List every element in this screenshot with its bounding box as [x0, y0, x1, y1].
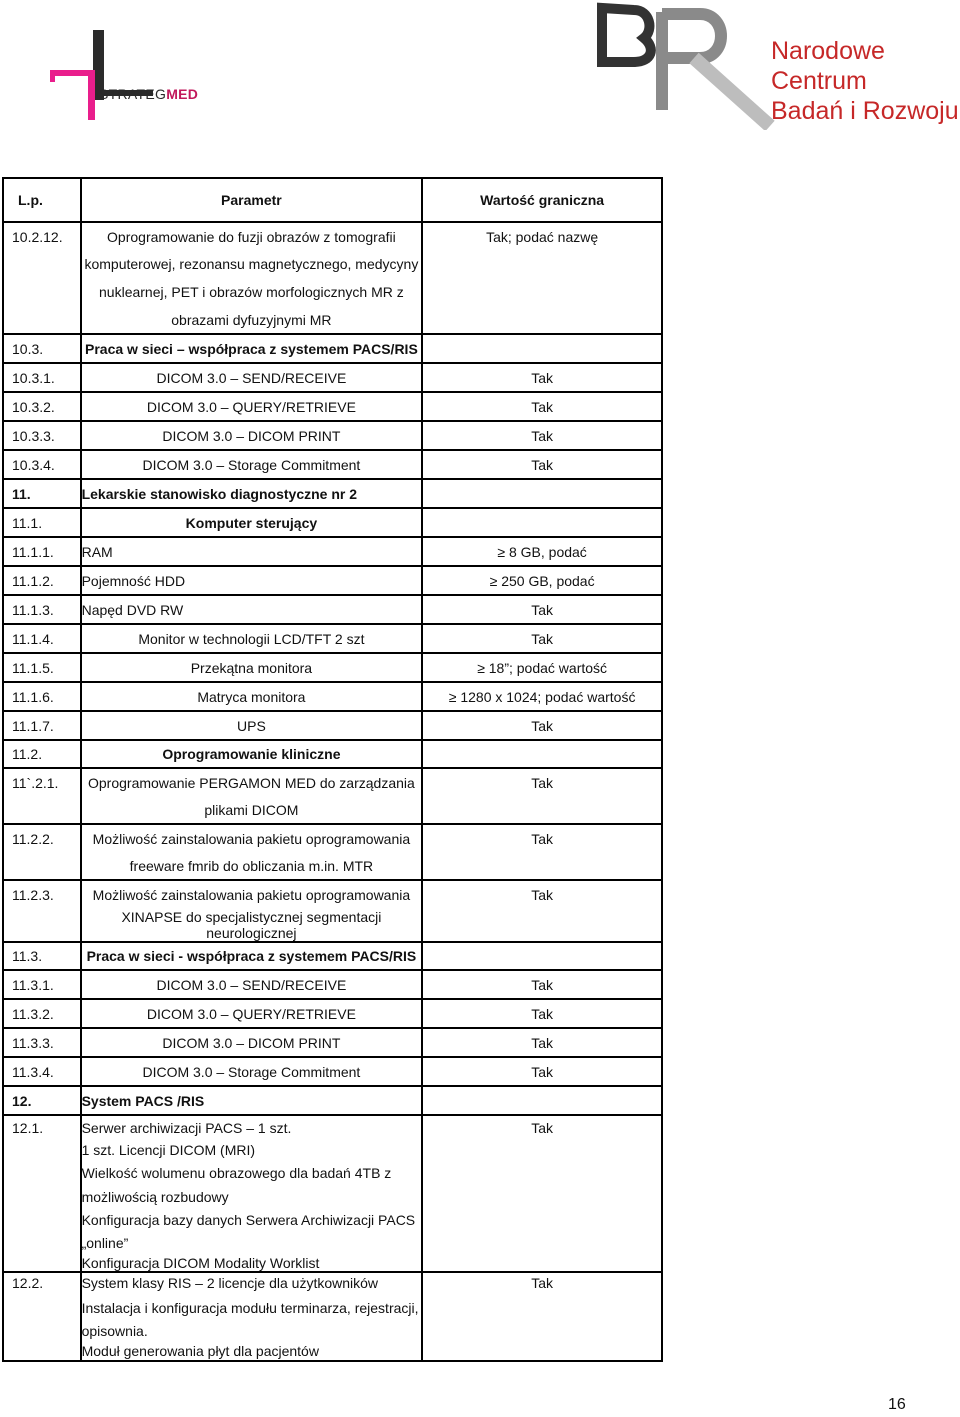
table-row — [3, 1231, 662, 1254]
cell-parametr: UPS — [81, 711, 423, 740]
table-row — [3, 768, 662, 797]
cell-wartosc — [422, 1161, 662, 1185]
cell-parametr: DICOM 3.0 – Storage Commitment — [81, 1057, 423, 1086]
cell-parametr: freeware fmrib do obliczania m.in. MTR — [81, 853, 423, 880]
cell-wartosc: Tak — [422, 595, 662, 624]
cell-parametr: Oprogramowanie PERGAMON MED do zarządzania — [81, 768, 423, 797]
cell-lp — [3, 250, 81, 278]
br-logo — [590, 0, 780, 130]
table-row — [3, 970, 662, 999]
cell-wartosc — [422, 1296, 662, 1319]
table-row — [3, 595, 662, 624]
parameters-table — [2, 177, 663, 1362]
table-row — [3, 334, 662, 363]
ncbr-logo-text: Narodowe Centrum Badań i Rozwoju — [771, 37, 959, 125]
cell-parametr: DICOM 3.0 – DICOM PRINT — [81, 421, 423, 450]
cell-wartosc: Tak — [422, 450, 662, 479]
cell-lp — [3, 1319, 81, 1342]
cell-lp: 11.3.4. — [3, 1057, 81, 1086]
cell-parametr: DICOM 3.0 – SEND/RECEIVE — [81, 970, 423, 999]
cell-wartosc: Tak — [422, 1057, 662, 1086]
cell-wartosc: ≥ 18”; podać wartość — [422, 653, 662, 682]
table-row — [3, 1185, 662, 1208]
table-row — [3, 278, 662, 306]
table-row — [3, 1342, 662, 1361]
cell-lp: 10.2.12. — [12, 228, 63, 245]
cell-wartosc: Tak — [531, 1275, 554, 1291]
cell-wartosc — [422, 1254, 662, 1272]
cell-lp: 12.2. — [12, 1275, 44, 1291]
cell-lp — [3, 306, 81, 334]
cell-wartosc: Tak — [422, 711, 662, 740]
table-row — [3, 740, 662, 768]
cell-lp: 11.1.4. — [3, 624, 81, 653]
cell-parametr: Konfiguracja DICOM Modality Worklist — [81, 1254, 423, 1272]
cell-lp: 11.3. — [3, 942, 81, 970]
cell-lp — [3, 1231, 81, 1254]
table-row — [3, 566, 662, 595]
cell-wartosc — [422, 508, 662, 537]
cell-parametr: możliwością rozbudowy — [81, 1185, 423, 1208]
cell-wartosc: ≥ 250 GB, podać — [422, 566, 662, 595]
cell-wartosc: Tak — [422, 999, 662, 1028]
cell-wartosc — [422, 306, 662, 334]
cell-wartosc — [422, 942, 662, 970]
cell-lp — [3, 853, 81, 880]
cell-parametr: komputerowej, rezonansu magnetycznego, medycyny — [81, 250, 423, 278]
cell-lp: 10.3.3. — [3, 421, 81, 450]
table-row — [3, 1057, 662, 1086]
cell-parametr: Instalacja i konfiguracja modułu terminarza, rejestracji, — [81, 1296, 423, 1319]
table-row — [3, 1115, 662, 1138]
table-row — [3, 999, 662, 1028]
cell-parametr: Matryca monitora — [81, 682, 423, 711]
cell-wartosc — [422, 1208, 662, 1231]
header-lp: L.p. — [3, 178, 81, 222]
table-row — [3, 250, 662, 278]
table-row — [3, 1272, 662, 1296]
cell-wartosc — [422, 334, 662, 363]
cell-wartosc: ≥ 8 GB, podać — [422, 537, 662, 566]
cell-parametr: Wielkość wolumenu obrazowego dla badań 4TB z — [81, 1161, 423, 1185]
header-parametr: Parametr — [81, 178, 423, 222]
cell-parametr: Komputer sterujący — [81, 508, 423, 537]
table-row — [3, 824, 662, 853]
cell-lp — [3, 909, 81, 942]
cell-lp: 11.1.5. — [3, 653, 81, 682]
cell-lp — [3, 797, 81, 824]
cell-lp — [3, 1138, 81, 1161]
cell-lp: 10.3. — [3, 334, 81, 363]
cell-parametr: RAM — [81, 537, 423, 566]
table-row — [3, 942, 662, 970]
table-row — [3, 537, 662, 566]
cell-lp: 11.1.6. — [3, 682, 81, 711]
cell-wartosc: Tak — [422, 392, 662, 421]
cell-lp: 12.1. — [12, 1120, 44, 1136]
cell-wartosc — [422, 1342, 662, 1361]
cell-parametr: Oprogramowanie kliniczne — [81, 740, 423, 768]
cell-parametr: DICOM 3.0 – SEND/RECEIVE — [81, 363, 423, 392]
cell-parametr: XINAPSE do specjalistycznej segmentacji neurologicznej — [81, 909, 423, 942]
table-row — [3, 624, 662, 653]
cell-wartosc — [422, 1231, 662, 1254]
cell-lp — [3, 278, 81, 306]
cell-parametr: Konfiguracja bazy danych Serwera Archiwizacji PACS — [81, 1208, 423, 1231]
cell-wartosc: Tak — [422, 363, 662, 392]
table-row — [3, 853, 662, 880]
cell-wartosc: Tak — [422, 970, 662, 999]
cell-parametr: DICOM 3.0 – Storage Commitment — [81, 450, 423, 479]
table-row — [3, 682, 662, 711]
cell-lp: 11.2.2. — [12, 831, 54, 847]
cell-lp: 10.3.4. — [3, 450, 81, 479]
cell-parametr: System PACS /RIS — [81, 1086, 423, 1115]
table-row — [3, 421, 662, 450]
table-row — [3, 1161, 662, 1185]
cell-lp: 11`.2.1. — [12, 775, 59, 791]
cell-lp: 11.3.3. — [3, 1028, 81, 1057]
cell-parametr: 1 szt. Licencji DICOM (MRI) — [81, 1138, 423, 1161]
cell-parametr: Monitor w technologii LCD/TFT 2 szt — [81, 624, 423, 653]
cell-parametr: Serwer archiwizacji PACS – 1 szt. — [81, 1115, 423, 1138]
table-row — [3, 392, 662, 421]
table-row — [3, 1208, 662, 1231]
cell-lp — [3, 1254, 81, 1272]
table-row — [3, 1086, 662, 1115]
cell-wartosc — [422, 1319, 662, 1342]
cell-parametr: Pojemność HDD — [81, 566, 423, 595]
cell-lp: 11.3.2. — [3, 999, 81, 1028]
table-row — [3, 909, 662, 942]
cell-lp: 11.2. — [3, 740, 81, 768]
cell-wartosc — [422, 278, 662, 306]
cell-wartosc — [422, 740, 662, 768]
table-row — [3, 711, 662, 740]
cell-lp — [3, 1296, 81, 1319]
table-row — [3, 306, 662, 334]
cell-lp: 11.1.7. — [3, 711, 81, 740]
cell-parametr: Napęd DVD RW — [81, 595, 423, 624]
table-row — [3, 1254, 662, 1272]
table-row — [3, 479, 662, 508]
table-row — [3, 1319, 662, 1342]
cell-lp: 11.1.1. — [3, 537, 81, 566]
cell-parametr: opisownia. — [81, 1319, 423, 1342]
table-header — [3, 178, 662, 222]
cell-lp: 11.3.1. — [3, 970, 81, 999]
page-number: 16 — [888, 1396, 906, 1413]
table-row — [3, 363, 662, 392]
cell-wartosc: Tak — [422, 624, 662, 653]
cell-wartosc — [422, 1185, 662, 1208]
table-row — [3, 880, 662, 909]
cell-parametr: DICOM 3.0 – QUERY/RETRIEVE — [81, 392, 423, 421]
cell-wartosc: Tak — [531, 887, 554, 903]
strategmed-wordmark: STRATEGMED — [99, 86, 199, 102]
cell-wartosc: Tak — [422, 1028, 662, 1057]
cell-parametr: Lekarskie stanowisko diagnostyczne nr 2 — [81, 479, 423, 508]
cell-lp — [3, 1342, 81, 1361]
cell-parametr: nuklearnej, PET i obrazów morfologicznych MR z — [81, 278, 423, 306]
table-row — [3, 450, 662, 479]
cell-parametr: „online” — [81, 1231, 423, 1254]
table-row — [3, 508, 662, 537]
table-row — [3, 222, 662, 250]
cell-wartosc: Tak — [531, 1120, 554, 1136]
cell-parametr: Praca w sieci - współpraca z systemem PACS/RIS — [81, 942, 423, 970]
cell-lp: 12. — [3, 1086, 81, 1115]
cell-parametr: Możliwość zainstalowania pakietu oprogramowania — [81, 880, 423, 909]
cell-wartosc — [422, 1086, 662, 1115]
cell-lp: 10.3.1. — [3, 363, 81, 392]
table-row — [3, 1138, 662, 1161]
cell-wartosc: Tak — [531, 831, 554, 847]
cell-parametr: Przekątna monitora — [81, 653, 423, 682]
cell-wartosc — [422, 909, 662, 942]
cell-wartosc — [422, 853, 662, 880]
cell-lp: 11.1. — [3, 508, 81, 537]
strategmed-logo — [48, 26, 208, 126]
page-header — [0, 0, 960, 150]
cell-lp: 11. — [3, 479, 81, 508]
cell-parametr: Moduł generowania płyt dla pacjentów — [81, 1342, 423, 1361]
table-row — [3, 797, 662, 824]
cell-parametr: Możliwość zainstalowania pakietu oprogramowania — [81, 824, 423, 853]
cell-wartosc: ≥ 1280 x 1024; podać wartość — [422, 682, 662, 711]
cell-wartosc — [422, 250, 662, 278]
cell-lp — [3, 1161, 81, 1185]
cell-wartosc: Tak; podać nazwę — [486, 228, 599, 245]
cell-lp: 10.3.2. — [3, 392, 81, 421]
cell-lp: 11.1.2. — [3, 566, 81, 595]
header-wartosc: Wartość graniczna — [422, 178, 662, 222]
cell-lp: 11.2.3. — [12, 887, 54, 903]
cell-wartosc — [422, 479, 662, 508]
cell-wartosc: Tak — [531, 775, 554, 791]
cell-parametr: Praca w sieci – współpraca z systemem PACS/RIS — [81, 334, 423, 363]
cell-parametr: DICOM 3.0 – DICOM PRINT — [81, 1028, 423, 1057]
table-row — [3, 653, 662, 682]
cell-parametr: Oprogramowanie do fuzji obrazów z tomografii — [81, 222, 423, 250]
table-row — [3, 1028, 662, 1057]
cell-lp: 11.1.3. — [3, 595, 81, 624]
cell-wartosc — [422, 797, 662, 824]
cell-parametr: DICOM 3.0 – QUERY/RETRIEVE — [81, 999, 423, 1028]
cell-parametr: obrazami dyfuzyjnymi MR — [81, 306, 423, 334]
cell-lp — [3, 1185, 81, 1208]
cell-wartosc — [422, 1138, 662, 1161]
cell-wartosc: Tak — [422, 421, 662, 450]
cell-parametr: plikami DICOM — [81, 797, 423, 824]
cell-parametr: System klasy RIS – 2 licencje dla użytkowników — [81, 1272, 423, 1296]
table-row — [3, 1296, 662, 1319]
cell-lp — [3, 1208, 81, 1231]
